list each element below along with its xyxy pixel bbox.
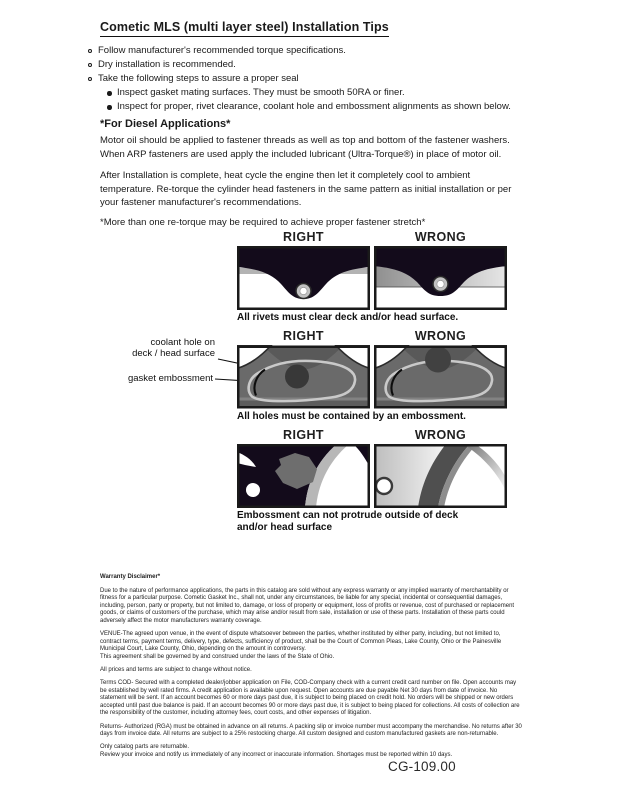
installation-tips-list [88, 44, 548, 114]
tip-text: Inspect for proper, rivet clearance, coolant hole and embossment alignments as shown below. [117, 101, 511, 112]
wrong-label: WRONG [414, 230, 467, 244]
diesel-applications-heading: *For Diesel Applications* [100, 118, 231, 130]
prices-clause: All prices and terms are subject to change without notice. [100, 666, 252, 673]
list-item [107, 100, 548, 114]
venue-clause: VENUE-The agreed upon venue, in the event of dispute whatsoever between the parties, whether instituted by either party, including, but not limited to, contract terms, payment terms, delivery, type, defects, sufficiency of product, shall be the Court of Common Pleas, Lake County, Ohio or the Painesville Municipal Court, Lake County, Ohio, depending on the amount in controversy. [100, 631, 502, 653]
coolant-hole [425, 347, 451, 373]
coolant-wrong-diagram [374, 345, 507, 408]
coolant-right-diagram [237, 345, 370, 408]
wrong-label: WRONG [414, 329, 467, 343]
returns-clause: Returns- Authorized (RGA) must be obtained in advance on all returns. A packing slip or invoice number must accompany the merchandise. No returns after 30 days from invoice date. All returns are subject to a 25% restocking charge. All custom designed and custom manufactured gaskets are non-returnable. [100, 723, 522, 738]
list-item [88, 44, 548, 58]
paragraph: After Installation is complete, heat cycle the engine then let it completely cool to ambient temperature. Re-torque the cylinder head fasteners in the same pattern as initial installation or per your fastener manufacturer's recommendations. [100, 170, 512, 208]
circle-bullet-icon [88, 63, 92, 67]
embossment-caption: Embossment can not protrude outside of deck and/or head surface [237, 510, 459, 533]
governing-law-clause: This agreement shall be governed by and construed under the laws of the State of Ohio. [100, 653, 335, 660]
circle-bullet-icon [88, 77, 92, 81]
right-label: RIGHT [283, 230, 324, 244]
dot-bullet-icon [107, 105, 112, 110]
paragraph: Motor oil should be applied to fastener threads as well as top and bottom of the fastener washers. When ARP fasteners are used apply the included lubricant (Ultra-Torque®) in place of motor oil. [100, 135, 510, 160]
embossment-wrong-illustration [374, 444, 507, 508]
tip-text: Follow manufacturer's recommended torque specifications. [98, 45, 346, 56]
bolt-hole [246, 483, 260, 497]
warranty-body: Due to the nature of performance applications, the parts in this catalog are sold without any express warranty or any implied warranty of merchantability or fitness for a particular purpose. Cometic Gasket Inc., shall not, under any circumstances, be liable for any special, incidental or consequential damages, including, person, party or property, but not limited to, damage, or loss of property or equipment, loss of profits or revenue, cost of purchased or replacement goods, or claims of customers of the purchase, which may arise and/or result from sale, installation or use of these parts. Installation of these parts could adversely affect the motor manufacturers warranty coverage. [100, 587, 515, 624]
coolant-hole-callout: coolant hole on deck / head surface [132, 337, 215, 359]
rivet-right-illustration [237, 246, 370, 310]
retorque-note: *More than one re-torque may be required to achieve proper fastener stretch* [100, 217, 426, 228]
page-code: CG-109.00 [388, 759, 456, 774]
embossment-right-illustration [237, 444, 370, 508]
rivet-caption: All rivets must clear deck and/or head surface. [237, 312, 459, 323]
list-item [107, 86, 548, 100]
right-label: RIGHT [283, 329, 324, 343]
list-item [88, 58, 548, 72]
catalog-parts-note: Only catalog parts are returnable. [100, 744, 190, 751]
rivet-right-diagram [237, 246, 370, 310]
tip-text: Inspect gasket mating surfaces. They must be smooth 50RA or finer. [117, 87, 405, 98]
bolt-hole [376, 478, 392, 494]
gasket-embossment-callout: gasket embossment [127, 373, 213, 384]
coolant-right-illustration [237, 345, 370, 409]
warranty-disclaimer-heading: Warranty Disclaimer* [100, 574, 161, 580]
coolant-hole [285, 365, 309, 389]
tip-text: Take the following steps to assure a proper seal [98, 73, 299, 84]
coolant-wrong-illustration [374, 345, 507, 409]
right-label: RIGHT [283, 428, 324, 442]
circle-bullet-icon [88, 49, 92, 53]
tip-text: Dry installation is recommended. [98, 59, 236, 70]
embossment-right-diagram [237, 444, 370, 508]
page-title: Cometic MLS (multi layer steel) Installation Tips [100, 20, 389, 37]
rivet-wrong-diagram [374, 246, 507, 310]
list-item [88, 72, 548, 86]
legal-fine-print [100, 574, 522, 765]
embossment-wrong-diagram [374, 444, 507, 508]
hole-caption: All holes must be contained by an embossment. [237, 411, 466, 422]
dot-bullet-icon [107, 91, 112, 96]
wrong-label: WRONG [414, 428, 467, 442]
invoice-review-note: Review your invoice and notify us immediately of any incorrect or inaccurate information. Shortages must be reported within 10 days. [100, 751, 453, 758]
rivet-wrong-illustration [374, 246, 507, 310]
terms-clause: Terms COD- Secured with a completed dealer/jobber application on File, COD-Company check with a current credit card number on file. Open accounts may be established by well rated firms. A credit application is available upon request. Open accounts are due payable Net 30 days from date of invoice. No statement will be sent. If an account becomes 60 or more days past due, it is subject to being placed on credit hold. No orders will be shipped or new orders accepted until past due balance is paid. If an account becomes 90 or more days past due, it is subject to being placed for collections. All costs of collection are the responsibility of the customer, including attorney fees, court costs, and other expenses of litigation. [100, 680, 520, 717]
